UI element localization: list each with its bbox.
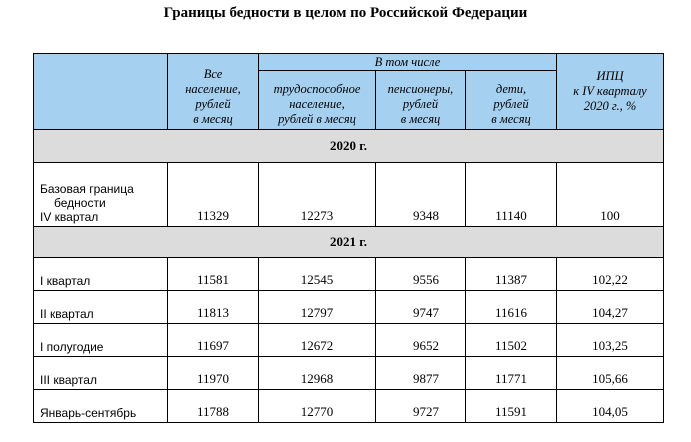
header-pensioners: пенсионеры, рублей в месяц (376, 71, 466, 130)
cell-pensioners: 9727 (376, 390, 466, 423)
row-label: Базовая граница бедности IV квартал (34, 163, 168, 227)
header-all-population: Все население, рублей в месяц (168, 54, 259, 130)
cell-children: 11502 (466, 324, 557, 357)
page-title: Границы бедности в целом по Российской Федерации (163, 5, 528, 21)
table-row (34, 258, 664, 291)
cell-children: 11616 (466, 291, 557, 324)
header-group-caption: В том числе (259, 54, 557, 71)
section-row-2021 (34, 227, 664, 258)
header-label-cell (34, 54, 168, 130)
cell-all: 11970 (168, 357, 259, 390)
cell-all: 11788 (168, 390, 259, 423)
cell-working: 12545 (259, 258, 376, 291)
header-cpi: ИПЦ к IV кварталу 2020 г., % (557, 54, 664, 130)
table-row (34, 163, 664, 227)
cell-all: 11697 (168, 324, 259, 357)
section-label: 2021 г. (34, 227, 664, 258)
cell-all: 11813 (168, 291, 259, 324)
cell-all: 11329 (168, 163, 259, 227)
section-row-2020 (34, 130, 664, 163)
cell-working: 12273 (259, 163, 376, 227)
cell-children: 11387 (466, 258, 557, 291)
cell-all: 11581 (168, 258, 259, 291)
section-label: 2020 г. (34, 130, 664, 163)
cell-cpi: 105,66 (557, 357, 664, 390)
table-row (34, 291, 664, 324)
row-label: III квартал (34, 357, 168, 390)
poverty-table (33, 53, 664, 423)
table-row (34, 324, 664, 357)
cell-working: 12968 (259, 357, 376, 390)
row-label: II квартал (34, 291, 168, 324)
cell-pensioners: 9747 (376, 291, 466, 324)
cell-working: 12770 (259, 390, 376, 423)
cell-cpi: 102,22 (557, 258, 664, 291)
cell-pensioners: 9652 (376, 324, 466, 357)
row-label: Январь-сентябрь (34, 390, 168, 423)
cell-cpi: 104,05 (557, 390, 664, 423)
cell-working: 12797 (259, 291, 376, 324)
cell-pensioners: 9348 (376, 163, 466, 227)
cell-children: 11771 (466, 357, 557, 390)
cell-working: 12672 (259, 324, 376, 357)
row-label: I квартал (34, 258, 168, 291)
row-label: I полугодие (34, 324, 168, 357)
header-working-age: трудоспособное население, рублей в месяц (259, 71, 376, 130)
table-row (34, 390, 664, 423)
cell-children: 11140 (466, 163, 557, 227)
cell-pensioners: 9877 (376, 357, 466, 390)
header-children: дети, рублей в месяц (466, 71, 557, 130)
cell-cpi: 103,25 (557, 324, 664, 357)
cell-cpi: 104,27 (557, 291, 664, 324)
cell-pensioners: 9556 (376, 258, 466, 291)
cell-children: 11591 (466, 390, 557, 423)
header-row-top (34, 54, 664, 71)
table-row (34, 357, 664, 390)
cell-cpi: 100 (557, 163, 664, 227)
